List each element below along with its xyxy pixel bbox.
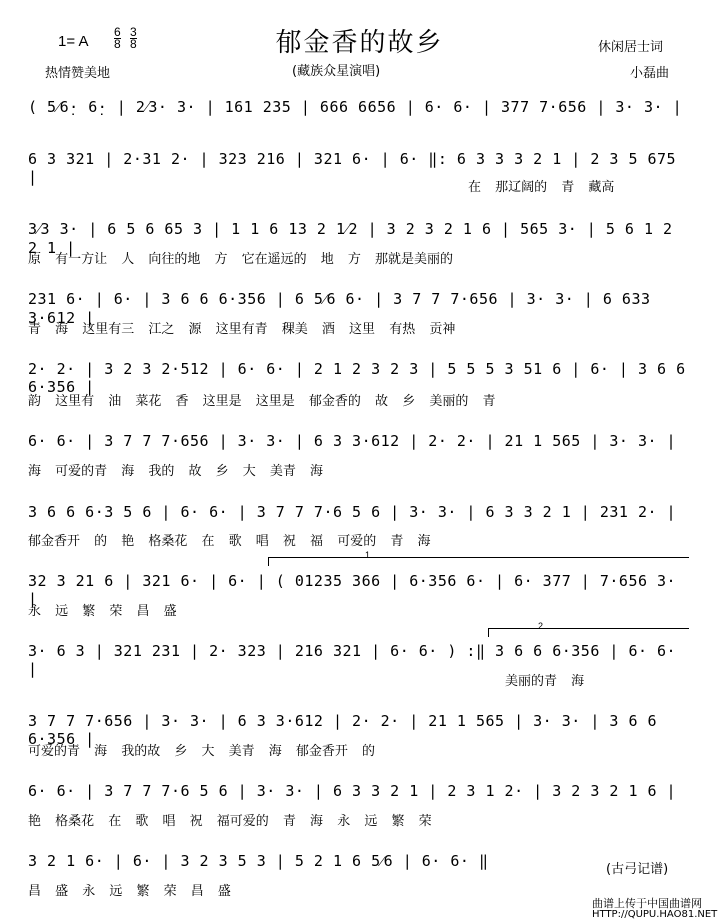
transcriber-credit: (古弓记谱) bbox=[606, 862, 669, 877]
watermark-line-1: 曲谱上传于中国曲谱网 bbox=[592, 897, 702, 910]
lyric-line-2: 在 那辽阔的 青 藏高 bbox=[468, 180, 615, 195]
score-system-10: 3 7 7 7·656 | 3· 3· | 6 3 3·612 | 2· 2· | 21 1 565 | 3· 3· | 3 6 6 6·356 | bbox=[28, 712, 658, 748]
lyric-line-10: 可爱的青 海 我的故 乡 大 美青 海 郁金香开 的 bbox=[28, 744, 376, 759]
lyric-line-5: 韵 这里有 油 菜花 香 这里是 这里是 郁金香的 故 乡 美丽的 青 bbox=[28, 394, 496, 409]
lyric-line-6: 海 可爱的青 海 我的 故 乡 大 美青 海 bbox=[28, 464, 324, 479]
lyric-line-3: 原 有一方让 人 向往的地 方 它在遥远的 地 方 那就是美丽的 bbox=[28, 252, 454, 267]
score-system-8: 32 3 21 6 | 321 6· | 6· | ( 01235 366 | 6·356 6· | 6· 377 | 7·656 3· | bbox=[28, 572, 677, 608]
score-system-2: 6 3 321 | 2·31 2· | 323 216 | 321 6· | 6· ‖: 6 3 3 3 2 1 | 2 3 5 675 | bbox=[28, 150, 677, 186]
volta-bracket-2 bbox=[488, 628, 689, 637]
volta-number-1: 1 bbox=[365, 550, 371, 560]
volta-number-2: 2 bbox=[538, 621, 544, 631]
song-title: 郁金香的故乡 bbox=[275, 28, 444, 58]
time-top-6: 6 bbox=[114, 25, 121, 39]
score-system-3: 3⁄3 3· | 6 5 6 65 3 | 1 1 6 13 2 1⁄2 | 3 2 3 2 1 6 | 565 3· | 5 6 1 2 2 1 | bbox=[28, 220, 673, 257]
lyric-line-7: 郁金香开 的 艳 格桑花 在 歌 唱 祝 福 可爱的 青 海 bbox=[28, 534, 431, 549]
composer-credit: 小磊曲 bbox=[630, 66, 670, 81]
site-watermark bbox=[592, 898, 717, 920]
key-signature: 1= A bbox=[58, 33, 89, 50]
performer-credit: (藏族众星演唱) bbox=[292, 64, 381, 79]
score-system-1: ( 5⁄6̣· 6̣· | 2⁄3· 3· | 161 235 | 666 6656 | 6· 6· | 377 7·656 | 3· 3· | bbox=[28, 98, 683, 116]
expression-mark: 热情赞美地 bbox=[45, 66, 111, 81]
time-signature bbox=[112, 25, 137, 51]
lyric-line-9: 美丽的青 海 bbox=[505, 674, 585, 689]
score-system-9: 3· 6 3 | 321 231 | 2· 323 | 216 321 | 6· 6· ) :‖ 3 6 6 6·356 | 6· 6· | bbox=[28, 642, 677, 678]
watermark-line-2: HTTP://QUPU.HAO81.NET bbox=[592, 909, 718, 920]
score-system-11: 6· 6· | 3 7 7 7·6 5 6 | 3· 3· | 6 3 3 2 1 | 2 3 1 2· | 3 2 3 2 1 6 | bbox=[28, 782, 677, 800]
score-system-6: 6· 6· | 3 7 7 7·656 | 3· 3· | 6 3 3·612 | 2· 2· | 21 1 565 | 3· 3· | bbox=[28, 432, 677, 450]
lyricist-credit: 休闲居士词 bbox=[598, 40, 664, 55]
volta-bracket-1 bbox=[268, 557, 689, 566]
time-bottom-8: 8 bbox=[114, 37, 121, 51]
score-system-7: 3 6 6 6·3 5 6 | 6· 6· | 3 7 7 7·6 5 6 | 3· 3· | 6 3 3 2 1 | 231 2· | bbox=[28, 503, 677, 521]
time-bottom-8b: 8 bbox=[130, 37, 137, 51]
lyric-line-11: 艳 格桑花 在 歌 唱 祝 福可爱的 青 海 永 远 繁 荣 bbox=[28, 814, 432, 829]
time-top-3: 3 bbox=[130, 25, 137, 39]
lyric-line-8: 永 远 繁 荣 昌 盛 bbox=[28, 604, 177, 619]
score-system-12: 3 2 1 6· | 6· | 3 2 3 5 3 | 5 2 1 6 5⁄6 | 6· 6· ‖ bbox=[28, 852, 489, 870]
lyric-line-1 bbox=[28, 124, 688, 142]
lyric-line-12: 昌 盛 永 远 繁 荣 昌 盛 bbox=[28, 884, 231, 899]
score-system-4: 231 6· | 6· | 3 6 6 6·356 | 6 5⁄6 6· | 3 7 7 7·656 | 3· 3· | 6 633 3·612 | bbox=[28, 290, 651, 327]
score-system-5: 2· 2· | 3 2 3 2·512 | 6· 6· | 2 1 2 3 2 3 | 5 5 5 3 51 6 | 6· | 3 6 6 6·356 | bbox=[28, 360, 686, 396]
lyric-line-4: 青 海 这里有三 江之 源 这里有青 稞美 酒 这里 有热 贡神 bbox=[28, 322, 456, 337]
